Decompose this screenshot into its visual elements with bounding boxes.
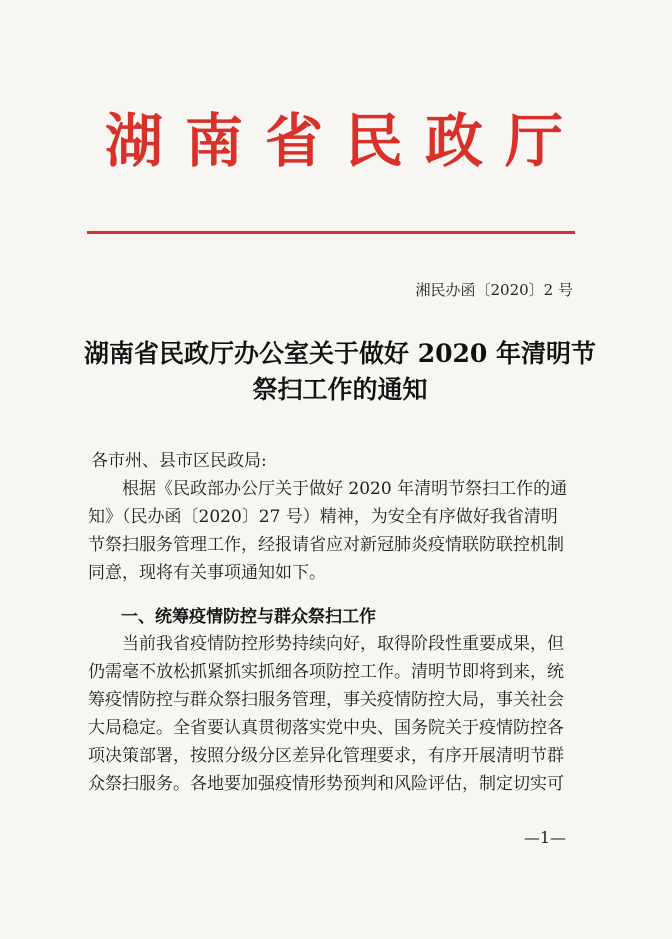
paragraph-line: 仍需毫不放松抓紧抓实抓细各项防控工作。清明节即将到来，统 bbox=[88, 662, 564, 682]
paragraph-line: 大局稳定。全省要认真贯彻落实党中央、国务院关于疫情防控各 bbox=[88, 718, 564, 738]
issuing-authority-masthead: 湖南省民政厅 bbox=[104, 107, 585, 175]
paragraph-line: 筹疫情防控与群众祭扫服务管理，事关疫情防控大局，事关社会 bbox=[88, 690, 564, 710]
paragraph-line: 同意，现将有关事项通知如下。 bbox=[88, 563, 326, 583]
paragraph-line: 当前我省疫情防控形势持续向好，取得阶段性重要成果，但 bbox=[88, 634, 564, 654]
paragraph-intro bbox=[88, 475, 578, 587]
paragraph-line: 知》（民办函〔2020〕27 号）精神，为安全有序做好我省清明 bbox=[88, 507, 558, 527]
paragraph-line: 根据《民政部办公厅关于做好 2020 年清明节祭扫工作的通 bbox=[88, 479, 568, 499]
paragraph-section-1 bbox=[88, 630, 578, 798]
document-number: 湘民办函〔2020〕2 号 bbox=[415, 281, 573, 299]
document-title-line-1: 湖南省民政厅办公室关于做好 2020 年清明节 bbox=[84, 339, 596, 368]
document-title-line-2: 祭扫工作的通知 bbox=[252, 375, 428, 404]
red-separator-line bbox=[87, 231, 575, 234]
paragraph-line: 众祭扫服务。各地要加强疫情形势预判和风险评估，制定切实可 bbox=[88, 774, 564, 794]
paragraph-line: 节祭扫服务管理工作，经报请省应对新冠肺炎疫情联防联控机制 bbox=[88, 535, 564, 555]
document-title bbox=[60, 336, 620, 408]
page-number: —1— bbox=[523, 828, 566, 847]
section-heading-1: 一、统筹疫情防控与群众祭扫工作 bbox=[121, 607, 376, 627]
paragraph-line: 项决策部署，按照分级分区差异化管理要求，有序开展清明节群 bbox=[88, 746, 564, 766]
salutation: 各市州、县市区民政局: bbox=[91, 451, 267, 471]
